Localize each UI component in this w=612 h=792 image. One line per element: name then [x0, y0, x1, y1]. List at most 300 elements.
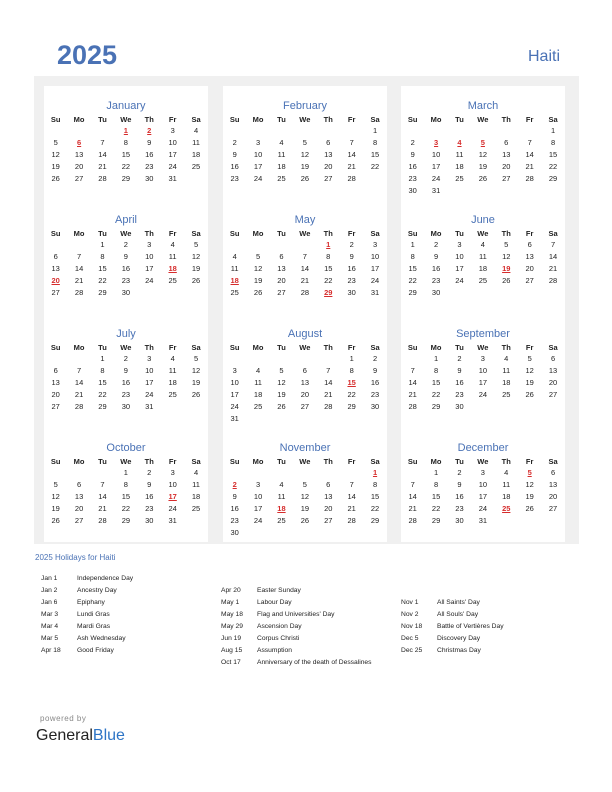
weekday-header: [223, 229, 387, 238]
week-row: [401, 467, 565, 479]
weekday-label: We: [477, 343, 489, 352]
day-cell: 13: [548, 366, 558, 375]
day-cell: 9: [147, 480, 152, 489]
day-cell: 29: [431, 402, 441, 411]
week-row: [401, 173, 565, 185]
empty-day-cell: [270, 527, 293, 539]
weekday-label: Tu: [455, 457, 464, 466]
day-cell: 16: [121, 378, 131, 387]
empty-day-cell: [448, 185, 471, 197]
day-cell: 29: [347, 402, 356, 411]
week-row: [401, 149, 565, 161]
day-cell: 1: [372, 126, 378, 135]
day-cell: 1: [349, 354, 354, 363]
empty-day-cell: [541, 401, 564, 413]
weekday-label: Su: [229, 343, 240, 352]
day-cell: 3: [372, 240, 378, 249]
day-cell: 3: [480, 354, 485, 363]
weekday-label: Fr: [168, 457, 177, 466]
weekday-label: We: [120, 343, 132, 352]
holiday-column: [41, 573, 133, 657]
day-cell: 30: [370, 402, 380, 411]
empty-day-cell: [495, 185, 518, 197]
holiday-date: Apr 18: [41, 647, 61, 654]
month-february: [223, 86, 387, 200]
week-row: [223, 287, 387, 299]
holiday-date: Apr 20: [221, 587, 241, 594]
empty-day-cell: [293, 413, 316, 425]
month-name: November: [279, 442, 331, 454]
day-cell: 13: [324, 492, 333, 501]
day-cell: 25: [191, 162, 201, 171]
week-row: [223, 515, 387, 527]
empty-day-cell: [161, 401, 184, 413]
day-cell: 8: [410, 252, 415, 261]
day-cell: 4: [193, 126, 199, 135]
empty-day-cell: [270, 353, 293, 365]
week-row: [401, 263, 565, 275]
day-cell: 14: [74, 264, 84, 273]
day-cell: 16: [145, 492, 154, 501]
empty-day-cell: [67, 353, 90, 365]
empty-day-cell: [67, 239, 90, 251]
month-march: [401, 86, 565, 200]
day-cell: 26: [478, 174, 488, 183]
country-title: Haiti: [527, 48, 560, 65]
week-row: [44, 137, 208, 149]
day-cell: 14: [408, 492, 417, 501]
day-cell: 2: [349, 240, 354, 249]
month-name: September: [456, 328, 510, 340]
day-cell: 24: [168, 162, 177, 171]
week-row: [44, 275, 208, 287]
day-cell: 23: [408, 174, 417, 183]
day-cell: 25: [502, 390, 511, 399]
day-cell: 10: [230, 378, 239, 387]
day-cell: 30: [121, 402, 131, 411]
empty-day-cell: [471, 185, 494, 197]
month-june: [401, 200, 565, 314]
week-row: [44, 125, 208, 137]
powered-by-text: powered by: [40, 714, 87, 723]
holidays-title: 2025 Holidays for Haiti: [35, 553, 116, 562]
weekday-label: Tu: [98, 229, 107, 238]
day-cell: 20: [74, 162, 84, 171]
week-row: [44, 365, 208, 377]
week-row: [44, 263, 208, 275]
day-cell: 19: [191, 378, 201, 387]
week-row: [223, 137, 387, 149]
week-row: [223, 389, 387, 401]
day-cell: 10: [145, 366, 154, 375]
holiday-name: Assumption: [257, 647, 292, 654]
empty-day-cell: [270, 239, 293, 251]
day-cell: 28: [74, 288, 84, 297]
week-row: [44, 251, 208, 263]
day-cell: 15: [98, 264, 107, 273]
holiday-name: Christmas Day: [437, 647, 481, 654]
holiday-row: [401, 621, 504, 633]
day-cell: 12: [253, 264, 263, 273]
month-name: January: [106, 100, 146, 112]
day-cell: 8: [550, 138, 556, 147]
day-cell: 5: [504, 240, 509, 249]
empty-day-cell: [246, 527, 269, 539]
empty-day-cell: [270, 413, 293, 425]
day-cell: 15: [98, 378, 107, 387]
day-cell: 5: [53, 480, 58, 489]
holiday-day-cell: 1: [123, 126, 128, 135]
day-cell: 18: [502, 492, 511, 501]
week-row: [44, 479, 208, 491]
day-cell: 31: [230, 414, 239, 423]
day-cell: 23: [121, 276, 131, 285]
day-cell: 12: [300, 150, 310, 159]
weekday-label: Mo: [430, 457, 442, 466]
holiday-date: Mar 4: [41, 623, 59, 630]
holiday-row: [221, 597, 372, 609]
day-cell: 19: [525, 378, 534, 387]
day-cell: 17: [168, 150, 177, 159]
empty-day-cell: [184, 515, 207, 527]
day-cell: 9: [457, 366, 462, 375]
weekday-label: We: [299, 229, 311, 238]
day-cell: 1: [123, 468, 128, 477]
empty-day-cell: [223, 239, 246, 251]
empty-day-cell: [246, 239, 269, 251]
empty-day-cell: [471, 401, 494, 413]
weekday-label: We: [120, 457, 132, 466]
day-cell: 27: [74, 516, 84, 525]
weekday-label: Tu: [98, 343, 107, 352]
holiday-date: Nov 2: [401, 611, 419, 618]
day-cell: 2: [457, 354, 462, 363]
holiday-date: Mar 3: [41, 611, 59, 618]
empty-day-cell: [317, 467, 340, 479]
week-row: [223, 491, 387, 503]
week-row: [223, 503, 387, 515]
day-cell: 27: [324, 516, 333, 525]
day-cell: 16: [347, 264, 356, 273]
day-cell: 15: [408, 264, 417, 273]
month-name: May: [294, 214, 316, 226]
day-cell: 6: [53, 252, 58, 261]
day-cell: 26: [51, 516, 60, 525]
week-row: [401, 275, 565, 287]
day-cell: 30: [408, 186, 417, 195]
weekday-label: Sa: [370, 457, 380, 466]
day-cell: 7: [349, 138, 354, 147]
day-cell: 31: [370, 288, 380, 297]
week-row: [223, 479, 387, 491]
day-cell: 24: [253, 174, 263, 183]
day-cell: 27: [277, 288, 286, 297]
weekday-label: Fr: [168, 343, 177, 352]
holiday-day-cell: 5: [480, 138, 485, 147]
day-cell: 15: [370, 150, 380, 159]
day-cell: 14: [324, 378, 333, 387]
empty-day-cell: [495, 125, 518, 137]
day-cell: 5: [302, 138, 307, 147]
weekday-label: Su: [407, 229, 418, 238]
day-cell: 4: [279, 480, 284, 489]
day-cell: 9: [410, 150, 415, 159]
weekday-header: [44, 229, 208, 238]
weekday-label: Mo: [252, 229, 264, 238]
holiday-day-cell: 18: [230, 276, 239, 285]
weekday-label: Fr: [347, 115, 356, 124]
weekday-label: Sa: [548, 343, 558, 352]
holiday-day-cell: 15: [347, 378, 356, 387]
weekday-label: Mo: [252, 457, 264, 466]
day-cell: 11: [478, 252, 487, 261]
day-cell: 13: [300, 378, 310, 387]
day-cell: 28: [347, 516, 356, 525]
week-row: [44, 239, 208, 251]
day-cell: 21: [98, 162, 107, 171]
day-cell: 25: [191, 504, 201, 513]
day-cell: 17: [431, 162, 441, 171]
weekday-label: Sa: [370, 343, 380, 352]
month-november: [223, 428, 387, 542]
day-cell: 31: [168, 174, 177, 183]
weekday-header: [401, 343, 565, 352]
month-name: August: [287, 328, 323, 340]
day-cell: 25: [478, 276, 488, 285]
empty-day-cell: [67, 125, 90, 137]
day-cell: 5: [302, 480, 307, 489]
day-cell: 2: [457, 468, 462, 477]
day-cell: 6: [527, 240, 532, 249]
empty-day-cell: [293, 527, 316, 539]
weekday-label: Mo: [252, 343, 264, 352]
day-cell: 6: [326, 138, 331, 147]
week-row: [401, 401, 565, 413]
holiday-name: Ancestry Day: [77, 587, 117, 594]
day-cell: 11: [192, 480, 200, 489]
day-cell: 7: [527, 138, 532, 147]
weekday-label: Fr: [525, 229, 534, 238]
empty-day-cell: [161, 287, 184, 299]
day-cell: 18: [455, 162, 464, 171]
holiday-date: Mar 5: [41, 635, 59, 642]
weekday-header: [223, 343, 387, 352]
month-september: [401, 314, 565, 428]
weekday-label: Su: [229, 229, 240, 238]
day-cell: 29: [121, 516, 131, 525]
day-cell: 18: [191, 150, 201, 159]
weekday-label: Sa: [548, 115, 558, 124]
holiday-day-cell: 25: [502, 504, 511, 513]
day-cell: 12: [51, 150, 60, 159]
day-cell: 15: [548, 150, 558, 159]
day-cell: 16: [230, 504, 239, 513]
weekday-label: We: [477, 115, 489, 124]
weekday-label: Tu: [277, 229, 286, 238]
day-cell: 13: [324, 150, 333, 159]
day-cell: 20: [277, 276, 286, 285]
empty-day-cell: [246, 413, 269, 425]
brand-logo[interactable]: [36, 727, 125, 745]
week-row: [223, 263, 387, 275]
day-cell: 6: [326, 480, 331, 489]
day-cell: 30: [455, 402, 464, 411]
day-cell: 14: [74, 378, 84, 387]
day-cell: 4: [480, 240, 485, 249]
day-cell: 23: [230, 174, 239, 183]
day-cell: 14: [98, 492, 107, 501]
day-cell: 15: [431, 378, 441, 387]
empty-day-cell: [401, 467, 424, 479]
weekday-label: Fr: [525, 457, 534, 466]
weekday-label: Th: [501, 115, 511, 124]
day-cell: 29: [431, 516, 441, 525]
week-row: [223, 275, 387, 287]
empty-day-cell: [363, 527, 386, 539]
day-cell: 28: [347, 174, 356, 183]
day-cell: 9: [147, 138, 152, 147]
weekday-label: Tu: [98, 115, 107, 124]
empty-day-cell: [518, 287, 541, 299]
empty-day-cell: [293, 125, 316, 137]
holiday-row: [41, 597, 133, 609]
empty-day-cell: [471, 287, 494, 299]
empty-day-cell: [448, 287, 471, 299]
day-cell: 23: [230, 516, 239, 525]
weekday-header: [44, 343, 208, 352]
day-cell: 27: [51, 402, 60, 411]
weekday-label: Tu: [455, 229, 464, 238]
day-cell: 21: [347, 162, 356, 171]
week-row: [44, 149, 208, 161]
holiday-date: May 1: [221, 599, 240, 606]
week-row: [223, 161, 387, 173]
day-cell: 10: [478, 480, 488, 489]
holiday-day-cell: 2: [147, 126, 152, 135]
day-cell: 17: [253, 504, 263, 513]
weekday-label: Sa: [191, 229, 201, 238]
holiday-row: [41, 585, 133, 597]
day-cell: 30: [347, 288, 356, 297]
day-cell: 1: [100, 354, 105, 363]
month-name: October: [106, 442, 146, 454]
day-cell: 9: [123, 366, 128, 375]
empty-day-cell: [541, 287, 564, 299]
day-cell: 9: [457, 480, 462, 489]
day-cell: 12: [51, 492, 60, 501]
weekday-label: Su: [407, 343, 418, 352]
day-cell: 21: [525, 162, 534, 171]
weekday-label: Mo: [430, 115, 442, 124]
day-cell: 12: [191, 366, 201, 375]
empty-day-cell: [223, 467, 246, 479]
weekday-label: Su: [50, 229, 61, 238]
day-cell: 30: [145, 516, 154, 525]
day-cell: 8: [100, 366, 105, 375]
day-cell: 8: [349, 366, 354, 375]
empty-day-cell: [44, 467, 67, 479]
day-cell: 15: [121, 150, 131, 159]
empty-day-cell: [317, 125, 340, 137]
day-cell: 10: [168, 480, 177, 489]
holiday-date: Dec 5: [401, 635, 419, 642]
day-cell: 16: [431, 264, 441, 273]
day-cell: 14: [525, 150, 534, 159]
day-cell: 4: [170, 354, 175, 363]
day-cell: 20: [74, 504, 84, 513]
day-cell: 27: [324, 174, 333, 183]
day-cell: 30: [455, 516, 464, 525]
holiday-date: Jun 19: [221, 635, 242, 642]
day-cell: 11: [192, 138, 200, 147]
day-cell: 10: [431, 150, 441, 159]
weekday-label: Fr: [168, 229, 177, 238]
day-cell: 28: [548, 276, 558, 285]
holiday-date: Jan 6: [41, 599, 58, 606]
weekday-label: We: [120, 229, 132, 238]
day-cell: 12: [502, 252, 511, 261]
day-cell: 28: [98, 516, 107, 525]
day-cell: 20: [300, 390, 310, 399]
day-cell: 21: [408, 504, 417, 513]
day-cell: 18: [191, 492, 201, 501]
holiday-date: Aug 15: [221, 647, 243, 654]
holiday-name: Easter Sunday: [257, 587, 301, 594]
day-cell: 26: [51, 174, 60, 183]
day-cell: 4: [256, 366, 261, 375]
day-cell: 11: [502, 366, 511, 375]
day-cell: 7: [349, 480, 354, 489]
day-cell: 16: [408, 162, 417, 171]
empty-day-cell: [495, 287, 518, 299]
day-cell: 3: [457, 240, 462, 249]
day-cell: 5: [53, 138, 58, 147]
day-cell: 10: [478, 366, 488, 375]
day-cell: 16: [455, 378, 464, 387]
day-cell: 8: [372, 480, 378, 489]
day-cell: 19: [525, 492, 534, 501]
month-name: March: [467, 100, 499, 112]
day-cell: 16: [145, 150, 154, 159]
weekday-label: Fr: [525, 115, 534, 124]
day-cell: 4: [279, 138, 284, 147]
day-cell: 27: [548, 390, 558, 399]
month-name: June: [471, 214, 495, 226]
weekday-label: Mo: [252, 115, 264, 124]
empty-day-cell: [223, 125, 246, 137]
day-cell: 10: [145, 252, 154, 261]
day-cell: 13: [502, 150, 511, 159]
week-row: [223, 353, 387, 365]
day-cell: 5: [527, 354, 532, 363]
day-cell: 4: [504, 468, 509, 477]
day-cell: 7: [302, 252, 307, 261]
day-cell: 20: [324, 162, 333, 171]
weekday-label: We: [299, 457, 311, 466]
weekday-label: Su: [229, 115, 240, 124]
day-cell: 19: [191, 264, 201, 273]
empty-day-cell: [495, 515, 518, 527]
holiday-day-cell: 17: [168, 492, 177, 501]
holiday-day-cell: 19: [502, 264, 511, 273]
day-cell: 19: [51, 504, 60, 513]
holiday-name: Anniversary of the death of Dessalines: [257, 659, 372, 666]
week-row: [401, 161, 565, 173]
day-cell: 29: [408, 288, 417, 297]
day-cell: 16: [121, 264, 131, 273]
holiday-date: Oct 17: [221, 659, 241, 666]
day-cell: 12: [525, 480, 534, 489]
